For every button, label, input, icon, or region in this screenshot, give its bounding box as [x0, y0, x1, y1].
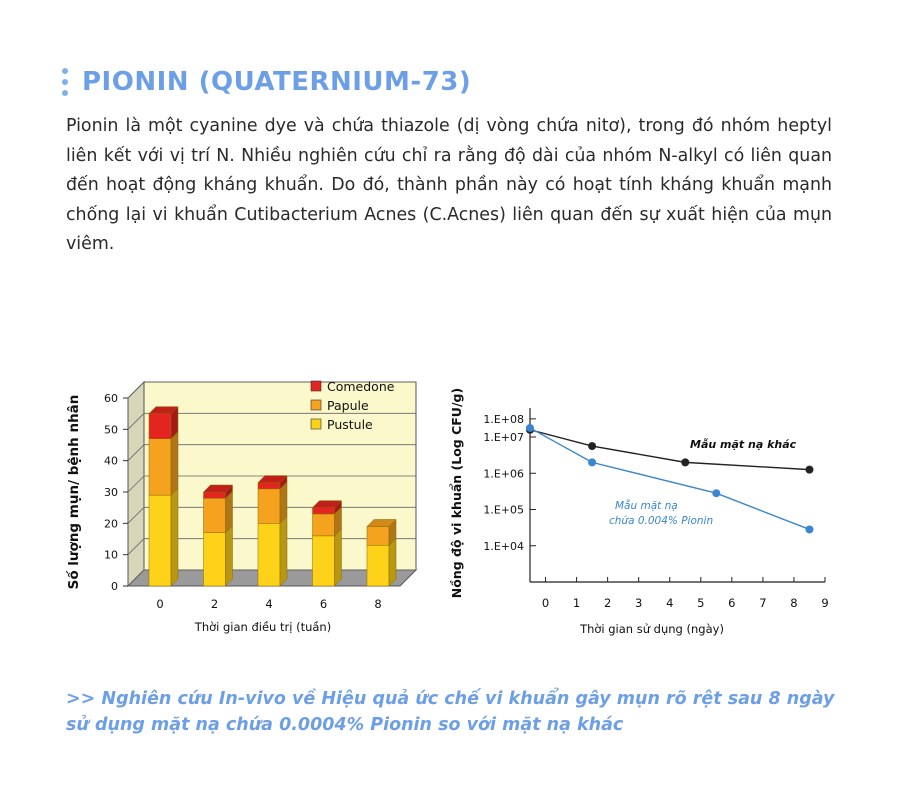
bacteria-concentration-line-chart [445, 375, 845, 645]
bar-segment-comedone-4 [258, 483, 280, 489]
bar-segment-pustule-0 [149, 495, 171, 586]
section-heading [62, 64, 471, 100]
annotation-pionin-line2: chứa 0.004% Pionin [609, 515, 714, 527]
bar-y-tick-label: 50 [104, 423, 118, 437]
study-conclusion-note: >> Nghiên cứu In-vivo về Hiệu quả ức chế vi khuẩn gây mụn rõ rệt sau 8 ngày sử dụng mặt nạ chứa 0.0004% Pionin so với mặt nạ khác [66, 689, 835, 735]
bar-x-tick-label: 2 [210, 597, 219, 611]
bar-y-tick-label: 40 [104, 454, 118, 468]
line-y-tick-label: 1.E+04 [483, 539, 524, 553]
data-point-pionin [588, 458, 596, 466]
bar-y-tick-label: 0 [111, 580, 118, 593]
legend-label-comedone: Comedone [327, 379, 395, 394]
legend-swatch-papule [311, 400, 321, 410]
bar-segment-comedone-0 [149, 414, 171, 439]
data-point-pionin [712, 489, 720, 497]
bar-x-tick-label: 0 [156, 597, 164, 611]
bar-side-papule-0 [171, 432, 178, 495]
bar-segment-papule-2 [204, 498, 226, 532]
data-point-other [588, 442, 596, 450]
data-point-other [681, 458, 689, 466]
legend-label-papule: Papule [327, 398, 369, 413]
line-y-tick-label: 1.E+06 [483, 467, 524, 481]
line-x-tick-label: 0 [541, 596, 550, 610]
bar-side-pustule-2 [226, 526, 233, 586]
acne-count-bar-chart [60, 360, 430, 650]
bar-segment-comedone-2 [204, 492, 226, 498]
intro-paragraph: Pionin là một cyanine dye và chứa thiazole (dị vòng chứa nitơ), trong đó nhóm heptyl liên kết với vị trí N. Nhiều nghiên cứu chỉ ra rằng độ dài của nhóm N-alkyl có liên quan đến hoạt động kháng khuẩn. Do đó, thành phần này có hoạt tính kháng khuẩn mạnh chống lại vi khuẩn Cutibacterium Acnes (C.Acnes) liên quan đến sự xuất hiện của mụn viêm. [66, 116, 832, 255]
bar-x-tick-label: 8 [374, 597, 382, 611]
bar-segment-papule-0 [149, 439, 171, 495]
bar-x-tick-label: 6 [319, 597, 328, 611]
bar-y-tick-label: 60 [104, 392, 118, 405]
bar-x-tick-label: 4 [265, 597, 273, 611]
bar-segment-pustule-8 [367, 545, 389, 586]
bar-side-pustule-6 [335, 529, 342, 586]
bar-x-axis-label: Thời gian điều trị (tuần) [194, 620, 332, 634]
bar-segment-comedone-6 [313, 508, 335, 514]
line-x-tick-label: 8 [790, 596, 798, 610]
bar-segment-pustule-6 [313, 536, 335, 586]
bullet-dots-icon [62, 68, 68, 96]
data-point-pionin [526, 424, 534, 432]
page-title: PIONIN (QUATERNIUM-73) [82, 67, 472, 97]
line-x-tick-label: 1 [572, 596, 581, 610]
bar-segment-pustule-4 [258, 523, 280, 586]
line-x-tick-label: 2 [603, 596, 612, 610]
bar-side-pustule-0 [171, 488, 178, 586]
bar-segment-pustule-2 [204, 533, 226, 586]
data-point-pionin [805, 525, 813, 533]
legend-swatch-comedone [311, 381, 321, 391]
line-y-tick-label: 1.E+08 [483, 412, 524, 426]
line-y-axis-label: Nồng độ vi khuẩn (Log CFU/g) [449, 387, 464, 599]
line-x-axis-label: Thời gian sử dụng (ngày) [580, 622, 724, 636]
bar-y-axis-label: Số lượng mụn/ bệnh nhân [66, 394, 82, 590]
annotation-pionin-line1: Mẫu mặt nạ [615, 500, 678, 512]
legend-label-pustule: Pustule [327, 417, 373, 432]
line-x-tick-label: 5 [697, 596, 705, 610]
bar-segment-papule-4 [258, 489, 280, 523]
bar-segment-papule-6 [313, 514, 335, 536]
annotation-other-mask: Mẫu mặt nạ khác [690, 438, 797, 451]
bar-segment-papule-8 [367, 526, 389, 545]
line-y-tick-label: 1.E+07 [483, 431, 524, 444]
line-y-tick-label: 1.E+05 [483, 503, 524, 517]
line-x-tick-label: 4 [666, 596, 674, 610]
legend-swatch-pustule [311, 419, 321, 429]
line-x-tick-label: 7 [759, 596, 767, 610]
bar-y-tick-label: 30 [104, 486, 118, 499]
bar-y-tick-label: 10 [104, 548, 118, 562]
bar-side-pustule-8 [389, 538, 396, 586]
bar-y-tick-label: 20 [104, 517, 118, 531]
line-x-tick-label: 6 [728, 596, 736, 610]
bar-side-pustule-4 [280, 516, 287, 586]
data-point-other [805, 466, 813, 474]
line-x-tick-label: 3 [635, 596, 643, 610]
line-x-tick-label: 9 [821, 596, 829, 610]
